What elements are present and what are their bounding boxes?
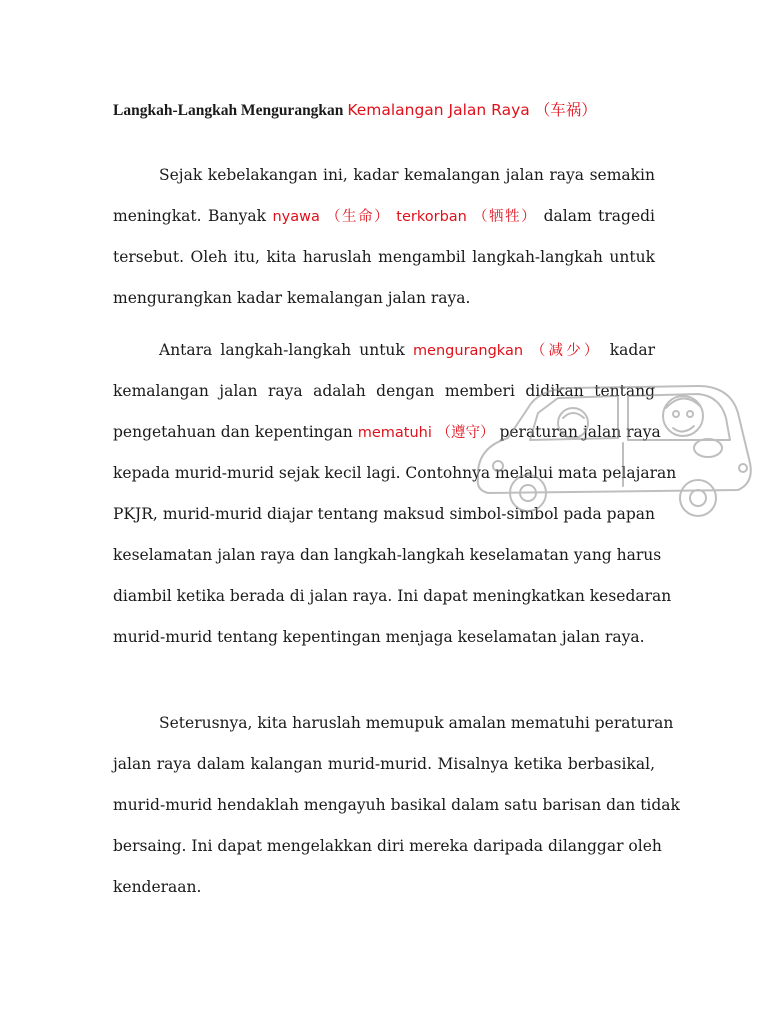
p2-line-2: kemalangan jalan raya adalah dengan memberi didikan tentang — [113, 382, 655, 400]
p3-line-2: jalan raya dalam kalangan murid-murid. Misalnya ketika berbasikal, — [113, 755, 655, 773]
title-prefix: Langkah-Langkah Mengurangkan — [113, 102, 348, 119]
p2-line-3b: peraturan jalan raya — [499, 423, 661, 441]
p2-line-6: keselamatan jalan raya dan langkah-langkah keselamatan yang harus — [113, 546, 662, 564]
p2-line-1b: kadar — [609, 341, 655, 359]
p1-line-1: Sejak kebelakangan ini, kadar kemalangan jalan raya semakin — [159, 166, 655, 184]
p2-line-5: PKJR, murid-murid diajar tentang maksud simbol-simbol pada papan — [113, 505, 655, 523]
essay-title — [113, 98, 673, 120]
p3-line-3: murid-murid hendaklah mengayuh basikal dalam satu barisan dan tidak — [113, 796, 680, 814]
p2-highlight-1: mengurangkan （减少） — [412, 343, 602, 359]
p2-line-4: kepada murid-murid sejak kecil lagi. Contohnya melalui mata pelajaran — [113, 464, 677, 482]
paragraph-1 — [113, 155, 655, 319]
p2-line-1a: Antara langkah-langkah untuk — [159, 341, 405, 359]
p2-line-8: murid-murid tentang kepentingan menjaga keselamatan jalan raya. — [113, 628, 645, 646]
p1-line-4: mengurangkan kadar kemalangan jalan raya. — [113, 289, 471, 307]
p1-line-2a: meningkat. Banyak — [113, 207, 266, 225]
p3-line-5: kenderaan. — [113, 878, 202, 896]
p3-line-1: Seterusnya, kita haruslah memupuk amalan mematuhi peraturan — [159, 714, 674, 732]
title-highlight: Kemalangan Jalan Raya （车祸） — [347, 101, 597, 119]
paragraph-3 — [113, 703, 680, 908]
p2-line-7: diambil ketika berada di jalan raya. Ini dapat meningkatkan kesedaran — [113, 587, 672, 605]
p3-line-4: bersaing. Ini dapat mengelakkan diri mereka daripada dilanggar oleh — [113, 837, 662, 855]
p1-line-3: tersebut. Oleh itu, kita haruslah mengambil langkah-langkah untuk — [113, 248, 655, 266]
p1-highlight: nyawa （生命） terkorban （牺牲） — [272, 209, 538, 225]
p2-highlight-2: mematuhi （遵守） — [357, 425, 495, 441]
p2-line-3a: pengetahuan dan kepentingan — [113, 423, 353, 441]
cartoon-car-illustration — [468, 368, 758, 528]
p1-line-2b: dalam tragedi — [543, 207, 656, 225]
